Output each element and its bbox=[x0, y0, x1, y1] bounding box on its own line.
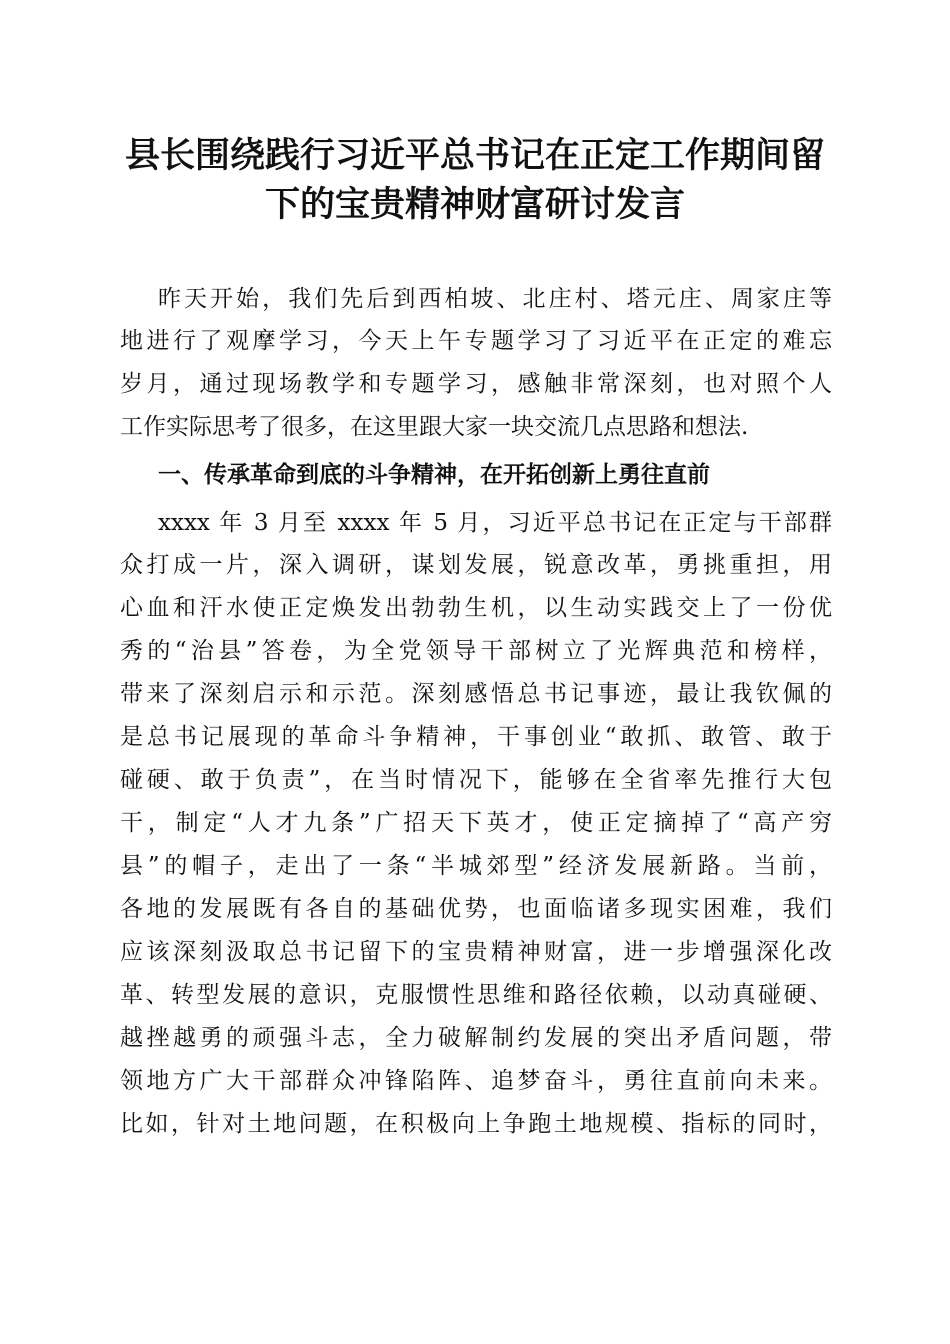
intro-line-4: 工作实际思考了很多，在这里跟大家一块交流几点思路和想法. bbox=[120, 414, 749, 440]
section-heading-1: 一、传承革命到底的斗争精神，在开拓创新上勇往直前 bbox=[158, 462, 710, 488]
body-line-3: 心血和汗水使正定焕发出勃勃生机，以生动实践交上了一份优 bbox=[120, 595, 832, 621]
body-line-2: 众打成一片，深入调研，谋划发展，锐意改革，勇挑重担，用 bbox=[120, 552, 832, 578]
body-line-13: 越挫越勇的顽强斗志，全力破解制约发展的突出矛盾问题，带 bbox=[120, 1025, 832, 1051]
body-line-12: 革、转型发展的意识，克服惯性思维和路径依赖，以动真碰硬、 bbox=[120, 982, 832, 1008]
body-line-1: xxxx 年 3 月至 xxxx 年 5 月，习近平总书记在正定与干部群 bbox=[158, 510, 832, 536]
body-line-8: 干，制定“人才九条”广招天下英才，使正定摘掉了“高产穷 bbox=[120, 810, 832, 836]
document-title-line-1: 县长围绕践行习近平总书记在正定工作期间留 bbox=[124, 135, 825, 176]
document-title-line-2: 下的宝贵精神财富研讨发言 bbox=[264, 184, 685, 225]
body-line-6: 是总书记展现的革命斗争精神，干事创业“敢抓、敢管、敢于 bbox=[120, 724, 832, 750]
body-line-9: 县”的帽子，走出了一条“半城郊型”经济发展新路。当前， bbox=[120, 853, 832, 879]
body-line-15: 比如，针对土地问题，在积极向上争跑土地规模、指标的同时， bbox=[120, 1111, 832, 1137]
body-line-7: 碰硬、敢于负责”，在当时情况下，能够在全省率先推行大包 bbox=[120, 767, 832, 793]
body-line-4: 秀的“治县”答卷，为全党领导干部树立了光辉典范和榜样， bbox=[120, 638, 832, 664]
intro-line-1: 昨天开始，我们先后到西柏坡、北庄村、塔元庄、周家庄等 bbox=[158, 286, 832, 312]
intro-line-2: 地进行了观摩学习，今天上午专题学习了习近平在正定的难忘 bbox=[120, 328, 832, 354]
body-line-5: 带来了深刻启示和示范。深刻感悟总书记事迹，最让我钦佩的 bbox=[120, 681, 832, 707]
body-line-11: 应该深刻汲取总书记留下的宝贵精神财富，进一步增强深化改 bbox=[120, 939, 832, 965]
body-line-10: 各地的发展既有各自的基础优势，也面临诸多现实困难，我们 bbox=[120, 896, 832, 922]
intro-line-3: 岁月，通过现场教学和专题学习，感触非常深刻，也对照个人 bbox=[120, 371, 832, 397]
body-line-14: 领地方广大干部群众冲锋陷阵、追梦奋斗，勇往直前向未来。 bbox=[120, 1068, 832, 1094]
